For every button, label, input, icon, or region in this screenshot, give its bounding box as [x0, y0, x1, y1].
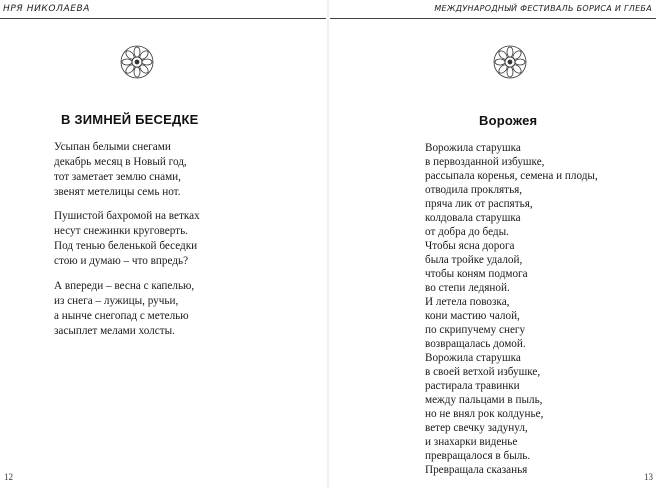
poem-line: по скрипучему снегу [425, 324, 526, 337]
poem-line: и знахарки виденье [425, 436, 518, 449]
poem-line: превращалося в быль. [425, 450, 531, 463]
poem-line: декабрь месяц в Новый год, [54, 156, 187, 168]
poem-line: чтобы коням подмога [425, 268, 528, 281]
poem-line: Ворожила старушка [425, 142, 521, 154]
poem-line: звенят метелицы семь нот. [54, 186, 181, 198]
page-number-left: 12 [4, 472, 13, 482]
header-rule-right [330, 18, 656, 19]
page-number-right: 13 [644, 472, 653, 482]
poem-line: кони мастию чалой, [425, 310, 520, 323]
poem-line: И летела повозка, [425, 296, 510, 309]
poem-line: отводила проклятья, [425, 184, 523, 197]
poem-line: из снега – лужицы, ручьи, [54, 295, 179, 307]
poem-line: растирала травинки [425, 380, 520, 393]
poem-title-right: Ворожея [479, 113, 538, 128]
poem-line: пряча лик от распятья, [425, 198, 533, 211]
left-page [0, 0, 326, 488]
poem-line: Ворожила старушка [425, 352, 521, 365]
poem-line: Чтобы ясна дорога [425, 240, 515, 253]
poem-line: между пальцами в пыль, [425, 394, 543, 407]
header-rule-left [0, 18, 326, 19]
right-page [330, 0, 656, 488]
poem-line: колдовала старушка [425, 212, 521, 225]
running-header-left: НРЯ НИКОЛАЕВА [3, 4, 91, 14]
poem-line: в своей ветхой избушке, [425, 366, 541, 379]
stanza-3 [54, 279, 194, 339]
poem-line: но не внял рок колдунье, [425, 408, 544, 421]
poem-line: в первозданной избушке, [425, 156, 545, 169]
rosette-ornament-icon [492, 44, 528, 80]
poem-line: Пушистой бахромой на ветках [54, 210, 200, 222]
poem-line: а нынче снегопад с метелью [54, 310, 189, 322]
poem-line: рассыпала коренья, семена и плоды, [425, 170, 598, 183]
running-header-right: МЕЖДУНАРОДНЫЙ ФЕСТИВАЛЬ БОРИСА И ГЛЕБА [434, 4, 652, 13]
poem-line: была тройке удалой, [425, 254, 523, 267]
poem-line: во степи ледяной. [425, 282, 510, 295]
poem-line: Усыпан белыми снегами [54, 141, 171, 153]
poem-line: Превращала сказанья [425, 464, 528, 477]
poem-line: тот заметает землю снами, [54, 171, 181, 183]
poem-line: возвращалась домой. [425, 338, 526, 351]
poem-line: Под тенью беленькой беседки [54, 240, 198, 252]
rosette-ornament-icon [119, 44, 155, 80]
stanza-2 [54, 209, 200, 269]
poem-title-left: В ЗИМНЕЙ БЕСЕДКЕ [61, 112, 199, 127]
poem-line: от добра до беды. [425, 226, 509, 239]
book-gutter [327, 0, 329, 488]
poem-line: засыплет мелами холсты. [54, 325, 175, 337]
poem-line: А впереди – весна с капелью, [54, 280, 195, 292]
poem-body [425, 141, 598, 477]
poem-line: стою и думаю – что впредь? [54, 255, 189, 267]
poem-line: несут снежинки круговерть. [54, 225, 188, 237]
stanza-1 [54, 140, 187, 200]
poem-line: ветер свечку задунул, [425, 422, 528, 435]
